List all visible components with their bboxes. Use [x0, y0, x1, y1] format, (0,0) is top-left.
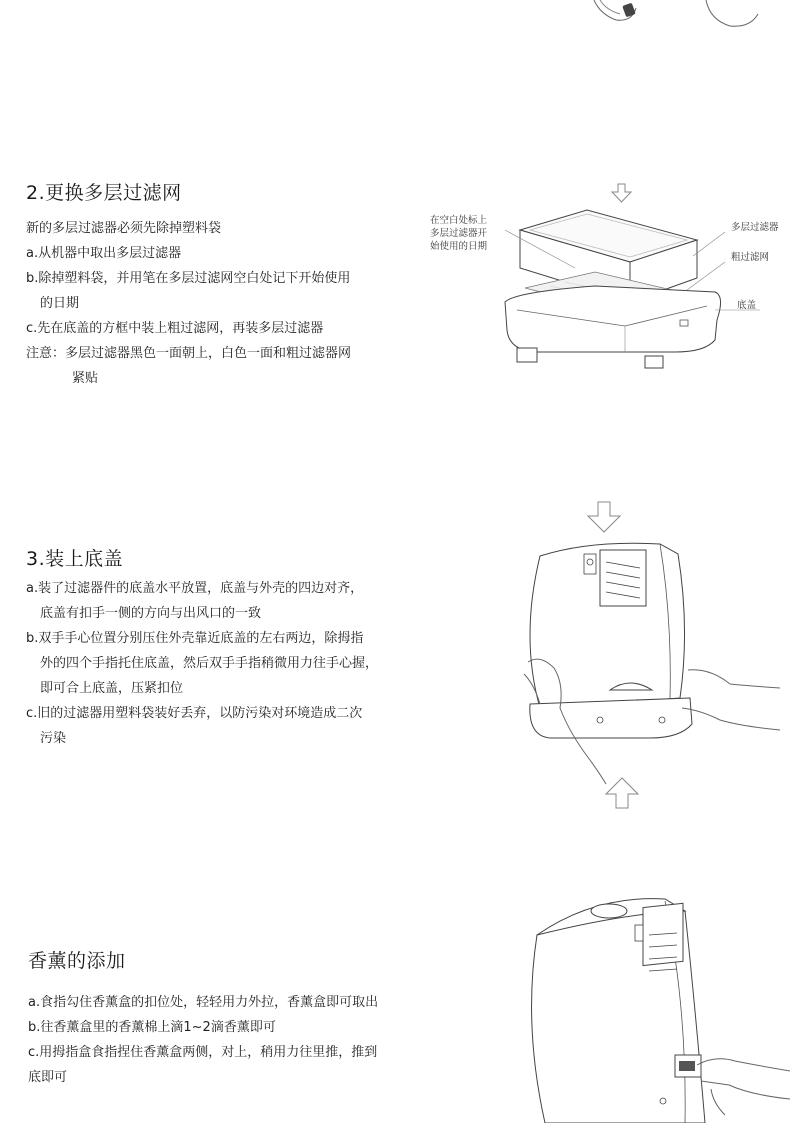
- fragrance-box-illustration: [515, 885, 790, 1123]
- instruction-line: 外的四个手指托住底盖，然后双手手指稍微用力往手心握，: [40, 656, 379, 671]
- section-title: 2.更换多层过滤网: [26, 182, 182, 204]
- figure-label: 多层过滤器开: [430, 228, 488, 239]
- instruction-line: 新的多层过滤器必须先除掉塑料袋: [26, 221, 222, 236]
- instruction-line: a.装了过滤器件的底盖水平放置，底盖与外壳的四边对齐，: [26, 581, 364, 596]
- instruction-line: 即可合上底盖，压紧扣位: [40, 681, 184, 696]
- instruction-line: 污染: [40, 731, 67, 746]
- instruction-line: 紧贴: [72, 371, 99, 386]
- instruction-line: b.除掉塑料袋，并用笔在多层过滤网空白处记下开始使用: [26, 271, 351, 286]
- instruction-line: c.用拇指盒食指捏住香薰盒两侧，对上，稍用力往里推，推到: [28, 1045, 378, 1060]
- instruction-line: 注意：多层过滤器黑色一面朝上，白色一面和粗过滤器网: [26, 346, 352, 361]
- instruction-line: a.从机器中取出多层过滤器: [26, 246, 182, 261]
- instruction-line: 底盖有扣手一侧的方向与出风口的一致: [40, 606, 262, 621]
- figure-label: 在空白处标上: [430, 215, 488, 226]
- section-title: 3.装上底盖: [26, 548, 124, 570]
- figure-label: 始使用的日期: [430, 241, 488, 252]
- filter-assembly-illustration: [425, 180, 790, 380]
- figure-label: 底盖: [737, 300, 757, 311]
- instruction-line: c.先在底盖的方框中装上粗过滤网，再装多层过滤器: [26, 321, 324, 336]
- section-title: 香薰的添加: [28, 950, 126, 972]
- instruction-line: c.旧的过滤器用塑料袋装好丢弃，以防污染对环境造成二次: [26, 706, 363, 721]
- base-install-illustration: [510, 498, 790, 810]
- top-partial-illustration: [580, 0, 790, 40]
- instruction-line: a.食指勾住香薰盒的扣位处，轻轻用力外拉，香薰盒即可取出: [28, 995, 379, 1010]
- figure-label: 多层过滤器: [731, 222, 779, 233]
- instruction-line: 的日期: [40, 296, 80, 311]
- figure-label: 粗过滤网: [731, 252, 770, 263]
- instruction-line: 底即可: [28, 1070, 68, 1085]
- instruction-list: [26, 576, 378, 751]
- instruction-list: [28, 990, 378, 1090]
- instruction-list: [26, 216, 351, 391]
- instruction-line: b.往香薰盒里的香薰棉上滴1~2滴香薰即可: [28, 1020, 276, 1035]
- instruction-line: b.双手手心位置分别压住外壳靠近底盖的左右两边，除拇指: [26, 631, 364, 646]
